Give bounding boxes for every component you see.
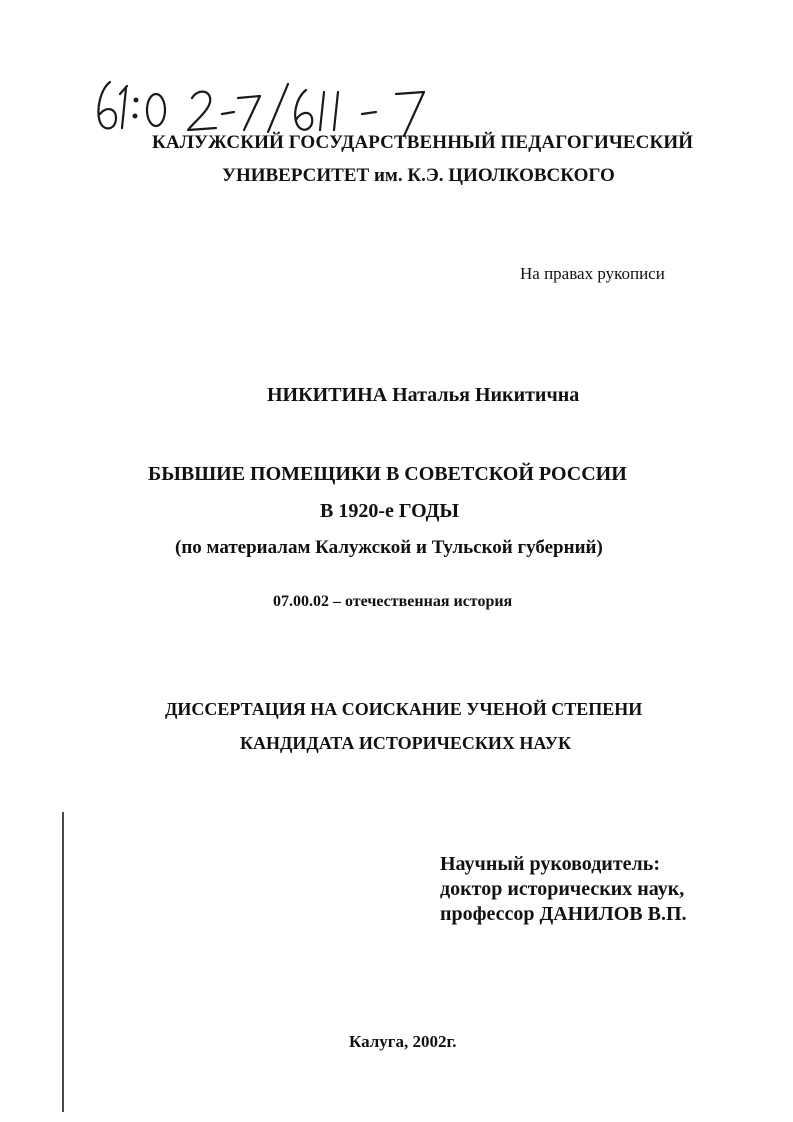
dissertation-type-line-2: КАНДИДАТА ИСТОРИЧЕСКИХ НАУК [240, 733, 572, 753]
author-name: НИКИТИНА Наталья Никитична [267, 384, 580, 406]
manuscript-rights-note: На правах рукописи [520, 264, 665, 283]
dissertation-type-line-1: ДИССЕРТАЦИЯ НА СОИСКАНИЕ УЧЕНОЙ СТЕПЕНИ [165, 699, 643, 719]
title-line-2: В 1920-е ГОДЫ [320, 500, 460, 522]
scan-edge-line [62, 812, 64, 1112]
university-line-2: УНИВЕРСИТЕТ им. К.Э. ЦИОЛКОВСКОГО [222, 165, 615, 186]
supervisor-label: Научный руководитель: [440, 853, 660, 875]
title-line-1: БЫВШИЕ ПОМЕЩИКИ В СОВЕТСКОЙ РОССИИ [148, 463, 627, 485]
supervisor-degree: доктор исторических наук, [440, 878, 685, 900]
specialty-code: 07.00.02 – отечественная история [273, 593, 513, 610]
place-and-year: Калуга, 2002г. [349, 1032, 457, 1051]
title-subtitle: (по материалам Калужской и Тульской губерний) [175, 537, 603, 558]
university-line-1: КАЛУЖСКИЙ ГОСУДАРСТВЕННЫЙ ПЕДАГОГИЧЕСКИЙ [152, 132, 694, 153]
supervisor-name: профессор ДАНИЛОВ В.П. [440, 903, 687, 925]
